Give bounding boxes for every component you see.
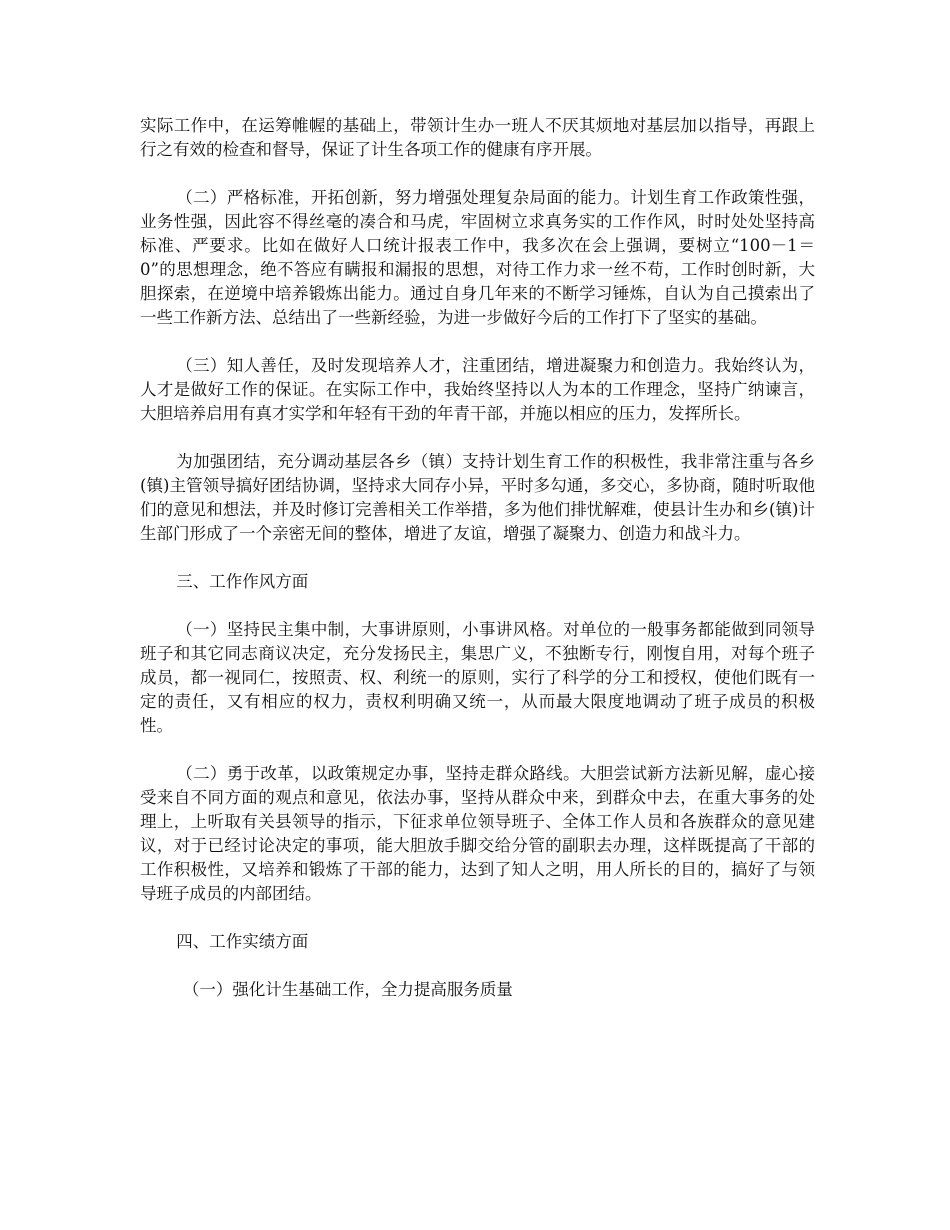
subheading-basic-work: （一）强化计生基础工作，全力提高服务质量 [182,980,513,999]
paragraph-continuation: 实际工作中，在运筹帷幄的基础上，带领计生办一班人不厌其烦地对基层加以指导，再跟上行之有效的检查和督导，保证了计生各项工作的健康有序开展。 [140,116,815,159]
paragraph-democratic-centralism: （一）坚持民主集中制，大事讲原则，小事讲风格。对单位的一般事务都能做到同领导班子和其它同志商议决定，充分发扬民主，集思广义，不独断专行，刚愎自用，对每个班子成员，都一视同仁，按照责、权、利统一的原则，实行了科学的分工和授权，使他们既有一定的责任，又有相应的权力，责权利明确又统一，从而最大限度地调动了班子成员的积极性。 [140,620,815,735]
section-heading-work-style: 三、工作作风方面 [176,572,309,591]
paragraph-strict-standards: （二）严格标准，开拓创新，努力增强处理复杂局面的能力。计划生育工作政策性强，业务性强，因此容不得丝毫的凑合和马虎，牢固树立求真务实的工作作风，时时处处坚持高标准、严要求。比如在做好人口统计报表工作中，我多次在会上强调，要树立“100－1＝0”的思想理念，绝不答应有瞒报和漏报的思想，对待工作力求一丝不苟，工作时创时新，大胆探索，在逆境中培养锻炼出能力。通过自身几年来的不断学习锤炼，自认为自己摸索出了一些工作新方法、总结出了一些新经验，为进一步做好今后的工作打下了坚实的基础。 [140,188,815,327]
paragraph-reform: （二）勇于改革，以政策规定办事，坚持走群众路线。大胆尝试新方法新见解，虚心接受来自不同方面的观点和意见，依法办事，坚持从群众中来，到群众中去，在重大事务的处理上，上听取有关县领导的指示，下征求单位领导班子、全体工作人员和各族群众的意见建议，对于已经讨论决定的事项，能大胆放手脚交给分管的副职去办理，这样既提高了干部的工作积极性，又培养和锻炼了干部的能力，达到了知人之明，用人所长的目的，搞好了与领导班子成员的内部团结。 [140,764,815,903]
paragraph-talent: （三）知人善任，及时发现培养人才，注重团结，增进凝聚力和创造力。我始终认为，人才是做好工作的保证。在实际工作中，我始终坚持以人为本的工作理念，坚持广纳谏言，大胆培养启用有真才实学和年轻有干劲的年青干部，并施以相应的压力，发挥所长。 [140,356,815,423]
paragraph-unity: 为加强团结，充分调动基层各乡（镇）支持计划生育工作的积极性，我非常注重与各乡(镇)主管领导搞好团结协调，坚持求大同存小异，平时多勾通，多交心，多协商，随时听取他们的意见和想法，并及时修订完善相关工作举措，多为他们排忧解难，使县计生办和乡(镇)计生部门形成了一个亲密无间的整体，增进了友谊，增强了凝聚力、创造力和战斗力。 [140,452,815,543]
section-heading-achievements: 四、工作实绩方面 [176,932,309,951]
document-page [140,114,815,1026]
